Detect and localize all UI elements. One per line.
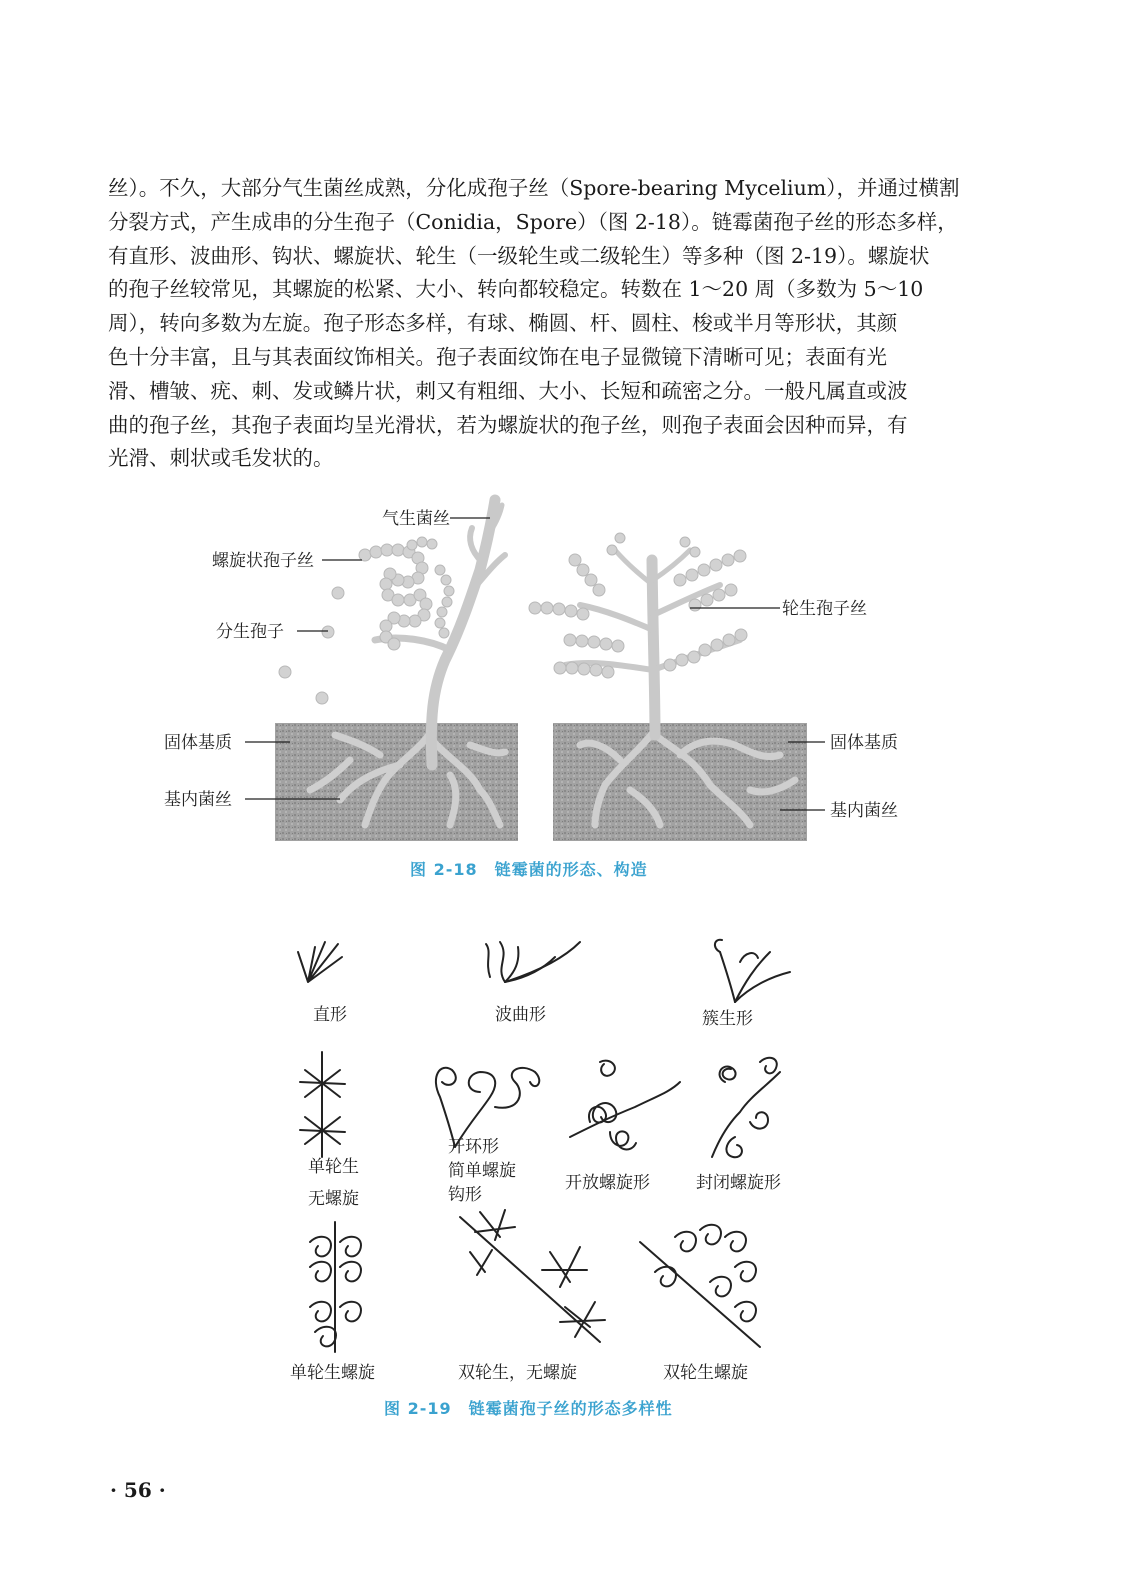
figure-2-18: [150, 490, 930, 860]
sporophore-morphology-illustration: [280, 922, 820, 1392]
label-closed-spiral: 封闭螺旋形: [696, 1173, 781, 1193]
label-hook: 钩形: [448, 1185, 482, 1205]
body-line: 光滑、刺状或毛发状的。: [108, 446, 334, 471]
label-double-whorl-spiral: 双轮生螺旋: [663, 1363, 748, 1383]
label-straight: 直形: [313, 1005, 347, 1025]
label-spiral-sporophore: 螺旋状孢子丝: [212, 551, 314, 571]
free-conidia: [279, 587, 344, 704]
figure-2-19-caption: 图 2-19 链霉菌孢子丝的形态多样性: [384, 1399, 673, 1418]
label-single-whorl-spiral: 单轮生螺旋: [290, 1363, 375, 1383]
label-double-whorl: 双轮生，无螺旋: [458, 1363, 577, 1383]
body-line: 周），转向多数为左旋。孢子形态多样，有球、椭圆、杆、圆柱、梭或半月等形状，其颜: [108, 311, 898, 336]
label-solid-substrate-left: 固体基质: [164, 733, 232, 753]
streptomyces-structure-illustration: [150, 490, 930, 860]
label-substrate-mycelium-right: 基内菌丝: [830, 801, 898, 821]
whorled-spore-chains: [529, 533, 747, 678]
solid-substrate-left: [275, 723, 518, 841]
body-line: 丝）。不久，大部分气生菌丝成熟，分化成孢子丝（Spore-bearing Mycelium），并通过横割: [108, 176, 960, 200]
label-single-whorl: 单轮生: [308, 1157, 359, 1177]
body-line: 色十分丰富，且与其表面纹饰相关。孢子表面纹饰在电子显微镜下清晰可见；表面有光: [108, 344, 887, 369]
straight-sporophore: [298, 942, 342, 982]
label-aerial-mycelium: 气生菌丝: [382, 509, 450, 529]
spiral-spore-chains: [359, 537, 454, 650]
open-spiral-sporophore: [570, 1061, 680, 1150]
cluster-sporophore: [715, 940, 790, 1002]
single-whorl-no-spiral: [300, 1052, 345, 1157]
double-whorl-no-spiral: [460, 1210, 605, 1342]
figure-2-19: [280, 922, 820, 1392]
label-whorl-sporophore: 轮生孢子丝: [782, 599, 867, 619]
label-cluster: 簇生形: [702, 1009, 753, 1029]
label-open-spiral: 开放螺旋形: [565, 1173, 650, 1193]
body-line: 的孢子丝较常见，其螺旋的松紧、大小、转向都较稳定。转数在 1～20 周（多数为 5～10: [108, 277, 924, 302]
label-conidia: 分生孢子: [216, 622, 284, 642]
body-line: 有直形、波曲形、钩状、螺旋状、轮生（一级轮生或二级轮生）等多种（图 2-19）。螺旋状: [108, 243, 930, 268]
label-no-spiral: 无螺旋: [308, 1189, 359, 1209]
label-wavy: 波曲形: [495, 1005, 546, 1025]
figure-2-18-caption: 图 2-18 链霉菌的形态、构造: [410, 860, 648, 879]
single-whorl-spiral: [310, 1222, 361, 1352]
body-paragraph: [108, 172, 966, 476]
page-number: · 56 ·: [110, 1478, 166, 1502]
closed-spiral-sporophore: [712, 1058, 780, 1157]
double-whorl-spiral: [640, 1225, 760, 1347]
label-solid-substrate-right: 固体基质: [830, 733, 898, 753]
body-line: 曲的孢子丝，其孢子表面均呈光滑状，若为螺旋状的孢子丝，则孢子表面会因种而异，有: [108, 412, 908, 437]
body-line: 分裂方式，产生成串的分生孢子（Conidia，Spore）（图 2-18）。链霉菌孢子丝的形态多样，: [108, 209, 958, 234]
label-substrate-mycelium-left: 基内菌丝: [164, 790, 232, 810]
body-line: 滑、槽皱、疣、刺、发或鳞片状，刺又有粗细、大小、长短和疏密之分。一般凡属直或波: [108, 378, 908, 403]
wavy-sporophore: [486, 942, 580, 982]
label-open-loop: 开环形: [448, 1137, 499, 1157]
label-simple-spiral: 简单螺旋: [448, 1161, 516, 1181]
